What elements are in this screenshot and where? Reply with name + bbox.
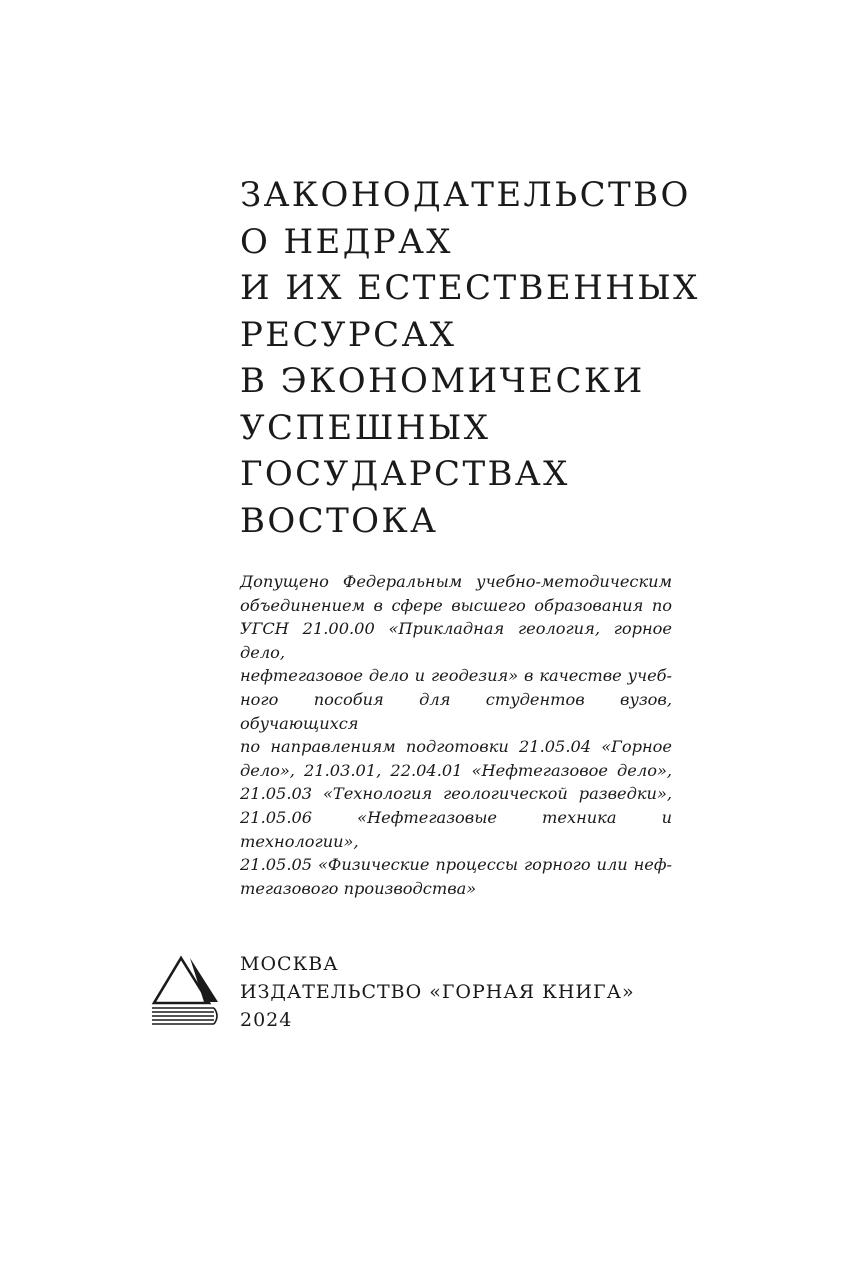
title-line: ВОСТОКА <box>240 500 439 541</box>
title-line: УСПЕШНЫХ <box>240 407 491 448</box>
title-line: И ИХ ЕСТЕСТВЕННЫХ <box>240 268 700 308</box>
approval-line: объединением в сфере высшего образования по <box>240 595 672 615</box>
approval-line: дело», 21.03.01, 22.04.01 «Нефтегазовое дело», <box>240 760 672 780</box>
title-line: В ЭКОНОМИЧЕСКИ <box>240 361 645 401</box>
approval-line: нефтегазовое дело и геодезия» в качестве учеб- <box>240 666 672 686</box>
imprint-publisher: ИЗДАТЕЛЬСТВО «ГОРНАЯ КНИГА» <box>240 981 635 1003</box>
approval-line: УГСН 21.00.00 «Прикладная геология, горное дело, <box>240 619 672 662</box>
approval-line: 21.05.06 «Нефтегазовые техника и технологии», <box>240 807 672 851</box>
logo-book-pages <box>152 1008 217 1024</box>
title-line: О НЕДРАХ <box>240 221 453 262</box>
approval-line: ного пособия для студентов вузов, обучающихся <box>240 689 672 733</box>
publisher-logo-svg <box>150 954 222 1028</box>
approval-line: Допущено Федеральным учебно-методическим <box>240 572 672 591</box>
book-title <box>240 172 710 544</box>
imprint-city: МОСКВА <box>240 953 339 975</box>
imprint-year: 2024 <box>240 1009 293 1031</box>
title-line: РЕСУРСАХ <box>240 314 457 355</box>
approval-line: 21.05.05 «Физические процессы горного или неф- <box>240 855 672 875</box>
mountain-book-icon <box>150 954 222 1028</box>
imprint <box>240 950 635 1034</box>
approval-line: 21.05.03 «Технология геологической разведки», <box>240 784 672 804</box>
title-line: ЗАКОНОДАТЕЛЬСТВО <box>240 175 691 215</box>
title-line: ГОСУДАРСТВАХ <box>240 454 570 494</box>
approval-statement <box>240 570 672 900</box>
approval-line: тегазового производства» <box>240 878 477 898</box>
approval-line: по направлениям подготовки 21.05.04 «Горное <box>240 737 672 757</box>
